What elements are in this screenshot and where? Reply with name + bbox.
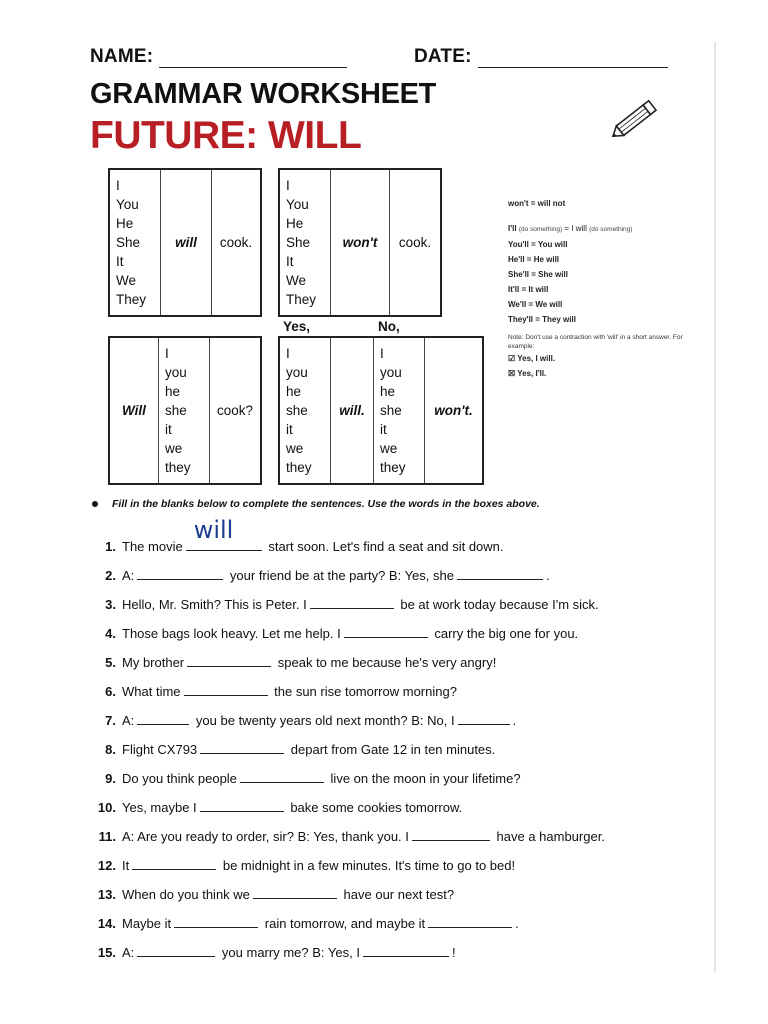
question-1: 1. The movie will start soon. Let's find a seat and sit down. [105,516,504,554]
handwritten-answer: will [193,516,234,544]
date-line[interactable] [478,49,668,68]
answer-blank[interactable] [344,625,428,638]
answer-blank[interactable] [458,712,510,725]
question-15: 15. A: you marry me? B: Yes, I ! [97,945,456,960]
page-subtitle: FUTURE: WILL [90,114,362,157]
question-3: 3. Hello, Mr. Smith? This is Peter. I be at work today because I'm sick. [105,597,599,612]
answer-blank[interactable] [137,567,223,580]
question-verb: cook? [210,337,262,484]
answer-blank[interactable] [186,516,262,551]
question-subjects: I you he she it we they [159,337,210,484]
affirmative-subjects: I You He She It We They [109,169,161,316]
no-subjects: I you he she it we they [374,337,425,484]
affirmative-aux: will [161,169,212,316]
contraction-item: We'll = We will [508,300,563,309]
negative-aux: won't [331,169,390,316]
question-13: 13. When do you think we have our next test? [97,887,455,902]
wont-note: won't = will not [508,199,566,208]
contraction-item: They'll = They will [508,315,576,324]
answer-blank[interactable] [200,741,284,754]
short-answer-table [278,336,484,485]
question-11: 11. A: Are you ready to order, sir? B: Yes, thank you. I have a hamburger. [98,829,605,844]
question-table [108,336,262,485]
no-label: No, [378,319,400,334]
yes-subjects: I you he she it we they [279,337,331,484]
answer-blank[interactable] [174,915,258,928]
answer-blank[interactable] [137,944,215,957]
answer-blank[interactable] [240,770,324,783]
contraction-item: He'll = He will [508,255,560,264]
answer-blank[interactable] [184,683,268,696]
answer-blank[interactable] [187,654,271,667]
name-field [90,46,347,68]
answer-blank[interactable] [137,712,189,725]
contraction-item: She'll = She will [508,270,568,279]
date-label: DATE: [414,46,472,67]
question-2: 2. A: your friend be at the party? B: Yes, she . [105,568,550,583]
question-10: 10. Yes, maybe I bake some cookies tomorrow. [97,800,463,815]
question-12: 12. It be midnight in a few minutes. It's time to go to bed! [97,858,516,873]
name-label: NAME: [90,46,154,67]
affirmative-verb: cook. [212,169,262,316]
negative-subjects: I You He She It We They [279,169,331,316]
answer-blank[interactable] [200,799,284,812]
short-answer-note: Note: Don't use a contraction with 'will' in a short answer. For example: [508,334,683,350]
page-edge [714,42,716,972]
question-4: 4. Those bags look heavy. Let me help. I carry the big one for you. [105,626,579,641]
answer-blank[interactable] [457,567,543,580]
contraction-item: It'll = It will [508,285,549,294]
no-aux: won't. [425,337,484,484]
question-7: 7. A: you be twenty years old next month? B: No, I . [105,713,517,728]
incorrect-example: ☒ Yes, I'll. [508,369,547,378]
answer-blank[interactable] [253,886,337,899]
pencil-icon [606,96,664,142]
negative-verb: cook. [390,169,442,316]
yes-aux: will. [331,337,374,484]
question-aux: Will [109,337,159,484]
answer-blank[interactable] [363,944,449,957]
page-title: GRAMMAR WORKSHEET [90,78,437,110]
correct-example: ☑ Yes, I will. [508,354,556,363]
contraction-notes [508,196,688,381]
bullet-icon [92,501,98,507]
question-8: 8. Flight CX793 depart from Gate 12 in ten minutes. [105,742,496,757]
answer-blank[interactable] [412,828,490,841]
question-14: 14. Maybe it rain tomorrow, and maybe it . [97,916,519,931]
name-line[interactable] [159,49,347,68]
answer-blank[interactable] [132,857,216,870]
negative-table [278,168,442,317]
answer-blank[interactable] [428,915,512,928]
instructions: Fill in the blanks below to complete the sentences. Use the words in the boxes above. [92,498,540,510]
question-9: 9. Do you think people live on the moon in your lifetime? [105,771,521,786]
yes-label: Yes, [283,319,311,334]
date-field [414,46,668,68]
contraction-item: You'll = You will [508,240,568,249]
answer-blank[interactable] [310,596,394,609]
question-6: 6. What time the sun rise tomorrow morning? [105,684,457,699]
ill-note: I'll (do something) = I will (do something) [508,224,633,233]
affirmative-table [108,168,262,317]
question-5: 5. My brother speak to me because he's very angry! [105,655,497,670]
